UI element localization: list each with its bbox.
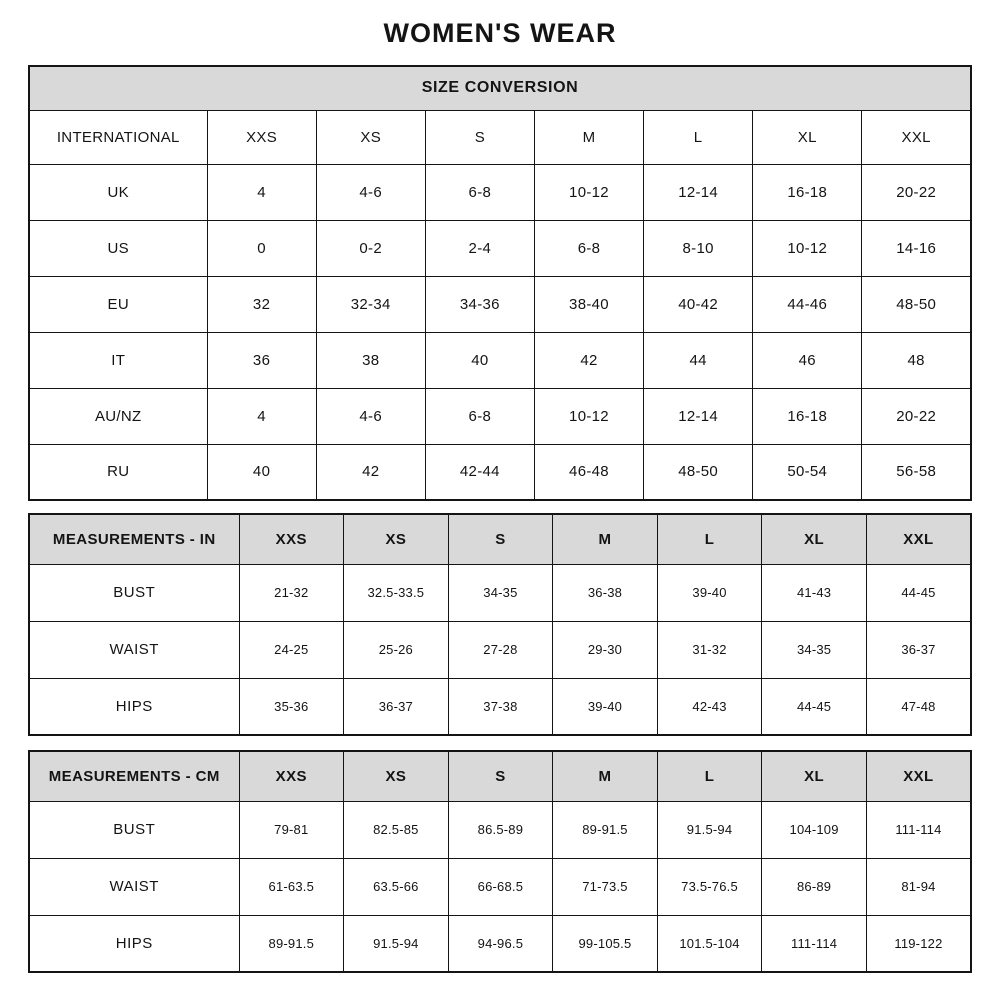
measurement-cell: 86.5-89: [448, 801, 553, 858]
size-cell: 20-22: [862, 388, 971, 444]
measurement-cell: 36-37: [866, 621, 971, 678]
column-header-xl: XL: [753, 110, 862, 164]
column-header-l: L: [644, 110, 753, 164]
row-label-bust: BUST: [29, 564, 239, 621]
size-cell: 42-44: [425, 444, 534, 500]
measurement-cell: 32.5-33.5: [344, 564, 449, 621]
column-header-s: S: [448, 514, 553, 564]
measurement-cell: 81-94: [866, 858, 971, 915]
column-header-s: S: [448, 751, 553, 801]
table-row-ru: [29, 444, 971, 500]
measurement-cell: 86-89: [762, 858, 867, 915]
column-header-xxs: XXS: [207, 110, 316, 164]
table-row-us: [29, 220, 971, 276]
measurements-in-caption: MEASUREMENTS - IN: [29, 514, 239, 564]
measurement-cell: 63.5-66: [344, 858, 449, 915]
measurement-cell: 47-48: [866, 678, 971, 735]
measurement-cell: 111-114: [762, 915, 867, 972]
measurement-cell: 21-32: [239, 564, 344, 621]
size-cell: 44-46: [753, 276, 862, 332]
size-cell: 48-50: [862, 276, 971, 332]
row-label-uk: UK: [29, 164, 207, 220]
column-header-l: L: [657, 514, 762, 564]
size-cell: 16-18: [753, 164, 862, 220]
size-cell: 2-4: [425, 220, 534, 276]
column-header-xxl: XXL: [862, 110, 971, 164]
size-cell: 48: [862, 332, 971, 388]
size-cell: 4: [207, 388, 316, 444]
measurement-cell: 44-45: [866, 564, 971, 621]
measurements-cm-table: [28, 750, 972, 973]
measurement-cell: 42-43: [657, 678, 762, 735]
size-cell: 10-12: [753, 220, 862, 276]
size-cell: 38: [316, 332, 425, 388]
size-cell: 14-16: [862, 220, 971, 276]
size-cell: 32: [207, 276, 316, 332]
column-header-l: L: [657, 751, 762, 801]
size-conversion-table: [28, 65, 972, 501]
size-cell: 0: [207, 220, 316, 276]
row-label-bust: BUST: [29, 801, 239, 858]
column-header-xxl: XXL: [866, 751, 971, 801]
measurement-cell: 71-73.5: [553, 858, 658, 915]
table-row-bust-cm: [29, 801, 971, 858]
row-label-ru: RU: [29, 444, 207, 500]
column-header-xs: XS: [344, 751, 449, 801]
measurement-cell: 89-91.5: [239, 915, 344, 972]
size-cell: 40-42: [644, 276, 753, 332]
measurement-cell: 91.5-94: [657, 801, 762, 858]
row-label-eu: EU: [29, 276, 207, 332]
measurement-cell: 25-26: [344, 621, 449, 678]
size-cell: 46-48: [534, 444, 643, 500]
measurement-cell: 39-40: [553, 678, 658, 735]
size-conversion-header-row: [29, 110, 971, 164]
size-cell: 4-6: [316, 164, 425, 220]
table-row-waist-in: [29, 621, 971, 678]
measurement-cell: 66-68.5: [448, 858, 553, 915]
measurement-cell: 91.5-94: [344, 915, 449, 972]
table-row-aunz: [29, 388, 971, 444]
size-conversion-caption: SIZE CONVERSION: [29, 66, 971, 110]
measurement-cell: 82.5-85: [344, 801, 449, 858]
size-cell: 36: [207, 332, 316, 388]
row-label-hips: HIPS: [29, 678, 239, 735]
row-label-us: US: [29, 220, 207, 276]
measurement-cell: 41-43: [762, 564, 867, 621]
column-header-xl: XL: [762, 514, 867, 564]
measurements-cm-header-row: [29, 751, 971, 801]
measurement-cell: 24-25: [239, 621, 344, 678]
size-conversion-caption-row: [29, 66, 971, 110]
size-cell: 46: [753, 332, 862, 388]
table-row-hips-in: [29, 678, 971, 735]
size-cell: 12-14: [644, 388, 753, 444]
measurement-cell: 34-35: [448, 564, 553, 621]
size-cell: 42: [316, 444, 425, 500]
size-cell: 40: [207, 444, 316, 500]
size-cell: 34-36: [425, 276, 534, 332]
measurement-cell: 31-32: [657, 621, 762, 678]
measurements-in-table: [28, 513, 972, 736]
measurement-cell: 27-28: [448, 621, 553, 678]
table-row-uk: [29, 164, 971, 220]
measurement-cell: 111-114: [866, 801, 971, 858]
size-cell: 4-6: [316, 388, 425, 444]
size-cell: 12-14: [644, 164, 753, 220]
size-cell: 10-12: [534, 164, 643, 220]
size-cell: 50-54: [753, 444, 862, 500]
column-header-m: M: [553, 751, 658, 801]
measurement-cell: 104-109: [762, 801, 867, 858]
row-label-waist: WAIST: [29, 621, 239, 678]
measurement-cell: 29-30: [553, 621, 658, 678]
size-cell: 6-8: [425, 388, 534, 444]
size-cell: 32-34: [316, 276, 425, 332]
measurement-cell: 36-38: [553, 564, 658, 621]
measurement-cell: 35-36: [239, 678, 344, 735]
size-cell: 20-22: [862, 164, 971, 220]
size-cell: 38-40: [534, 276, 643, 332]
measurement-cell: 37-38: [448, 678, 553, 735]
size-cell: 42: [534, 332, 643, 388]
row-label-it: IT: [29, 332, 207, 388]
size-cell: 4: [207, 164, 316, 220]
table-row-bust-in: [29, 564, 971, 621]
table-row-hips-cm: [29, 915, 971, 972]
column-header-xxs: XXS: [239, 514, 344, 564]
row-label-waist: WAIST: [29, 858, 239, 915]
size-cell: 6-8: [425, 164, 534, 220]
table-row-eu: [29, 276, 971, 332]
table-row-it: [29, 332, 971, 388]
size-cell: 6-8: [534, 220, 643, 276]
size-cell: 40: [425, 332, 534, 388]
size-cell: 44: [644, 332, 753, 388]
column-header-xxs: XXS: [239, 751, 344, 801]
measurement-cell: 73.5-76.5: [657, 858, 762, 915]
size-cell: 48-50: [644, 444, 753, 500]
measurement-cell: 89-91.5: [553, 801, 658, 858]
column-header-m: M: [553, 514, 658, 564]
measurements-in-header-row: [29, 514, 971, 564]
size-cell: 56-58: [862, 444, 971, 500]
column-header-xl: XL: [762, 751, 867, 801]
column-header-m: M: [534, 110, 643, 164]
row-label-aunz: AU/NZ: [29, 388, 207, 444]
column-header-xxl: XXL: [866, 514, 971, 564]
measurement-cell: 119-122: [866, 915, 971, 972]
measurement-cell: 39-40: [657, 564, 762, 621]
column-header-s: S: [425, 110, 534, 164]
measurement-cell: 61-63.5: [239, 858, 344, 915]
measurement-cell: 79-81: [239, 801, 344, 858]
measurements-cm-caption: MEASUREMENTS - CM: [29, 751, 239, 801]
measurement-cell: 44-45: [762, 678, 867, 735]
size-cell: 10-12: [534, 388, 643, 444]
size-cell: 8-10: [644, 220, 753, 276]
column-header-xs: XS: [344, 514, 449, 564]
column-header-xs: XS: [316, 110, 425, 164]
measurement-cell: 36-37: [344, 678, 449, 735]
column-header-international: INTERNATIONAL: [29, 110, 207, 164]
page-title: WOMEN'S WEAR: [383, 18, 617, 48]
row-label-hips: HIPS: [29, 915, 239, 972]
table-row-waist-cm: [29, 858, 971, 915]
measurement-cell: 94-96.5: [448, 915, 553, 972]
measurement-cell: 34-35: [762, 621, 867, 678]
size-cell: 16-18: [753, 388, 862, 444]
measurement-cell: 101.5-104: [657, 915, 762, 972]
size-cell: 0-2: [316, 220, 425, 276]
measurement-cell: 99-105.5: [553, 915, 658, 972]
